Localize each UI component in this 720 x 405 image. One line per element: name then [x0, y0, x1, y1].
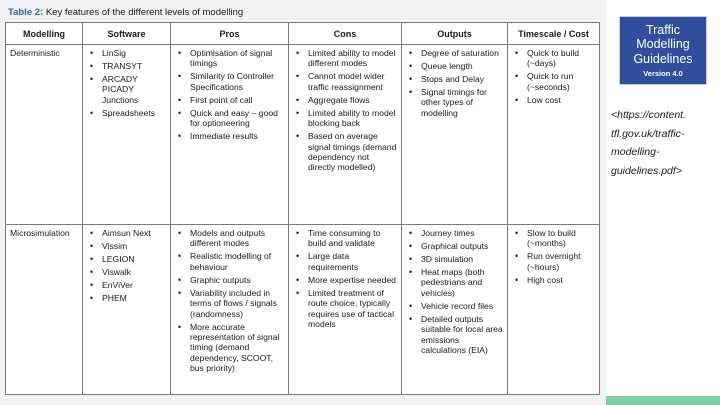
- list-item: • More accurate representation of signal timing (demand dependency, SCOOT, bus priority): [175, 322, 284, 374]
- list-item: • Graphical outputs: [406, 241, 503, 251]
- table-caption-text: Key features of the different levels of modelling: [43, 7, 244, 18]
- list-item: • Slow to build (~months): [512, 228, 595, 249]
- list-item: • Quick and easy – good for optioneering: [175, 108, 284, 129]
- list-item: • Spreadsheets: [87, 108, 166, 118]
- list-item: • EnViVer: [87, 280, 166, 290]
- list-item: • Queue length: [406, 61, 503, 71]
- list-item: • Optimisation of signal timings: [175, 48, 284, 69]
- header-outputs: Outputs: [402, 23, 508, 45]
- list-item: • More expertise needed: [293, 275, 397, 285]
- header-pros: Pros: [171, 23, 289, 45]
- list-item: • Models and outputs different modes: [175, 228, 284, 249]
- list-item: • Quick to build (~days): [512, 48, 595, 69]
- table-caption: [8, 7, 243, 18]
- bullet-list: [87, 228, 166, 303]
- bullet-list: [512, 228, 595, 285]
- list-item: • Detailed outputs suitable for local area emissions calculations (EIA): [406, 314, 503, 356]
- list-item: • High cost: [512, 275, 595, 285]
- list-item: • Heat maps (both pedestrians and vehicles): [406, 267, 503, 298]
- list-item: • Large data requirements: [293, 251, 397, 272]
- table-caption-label: Table 2:: [8, 7, 44, 18]
- list-item: • TRANSYT: [87, 61, 166, 71]
- logo-version: Version 4.0: [643, 69, 683, 79]
- bullet-list: [293, 48, 397, 173]
- list-item: • Vehicle record files: [406, 301, 503, 311]
- accent-bar: [606, 396, 720, 405]
- bullet-list: [406, 48, 503, 118]
- list-item: • Run overnight (~hours): [512, 251, 595, 272]
- list-item: • Aimsun Next: [87, 228, 166, 238]
- cell-cons: [289, 225, 402, 395]
- traffic-modelling-guidelines-logo: [619, 16, 707, 85]
- cell-pros: [171, 225, 289, 395]
- list-item: • Realistic modelling of behaviour: [175, 251, 284, 272]
- bullet-list: [87, 48, 166, 118]
- list-item: • First point of call: [175, 95, 284, 105]
- list-item: • ARCADY PICADY Junctions: [87, 74, 166, 105]
- list-item: • Signal timings for other types of modelling: [406, 87, 503, 118]
- list-item: • 3D simulation: [406, 254, 503, 264]
- cell-software: [83, 45, 171, 225]
- cell-software: [83, 225, 171, 395]
- list-item: • Variability included in terms of flows / signals (randomness): [175, 288, 284, 319]
- list-item: • Graphic outputs: [175, 275, 284, 285]
- logo-title: Traffic Modelling Guidelines: [633, 22, 693, 66]
- bullet-list: [175, 48, 284, 142]
- list-item: • Immediate results: [175, 131, 284, 141]
- list-item: • Journey times: [406, 228, 503, 238]
- cell-timescale-cost: [508, 225, 600, 395]
- list-item: • Degree of saturation: [406, 48, 503, 58]
- cell-pros: [171, 45, 289, 225]
- table-row: [6, 45, 600, 225]
- list-item: • Limited ability to model blocking back: [293, 108, 397, 129]
- list-item: • Time consuming to build and validate: [293, 228, 397, 249]
- cell-outputs: [402, 225, 508, 395]
- list-item: • Low cost: [512, 95, 595, 105]
- row-label-microsimulation: Microsimulation: [6, 225, 83, 395]
- list-item: • Quick to run (~seconds): [512, 71, 595, 92]
- bullet-list: [293, 228, 397, 329]
- header-modelling: Modelling: [6, 23, 83, 45]
- list-item: • Viswalk: [87, 267, 166, 277]
- list-item: • PHEM: [87, 293, 166, 303]
- cell-cons: [289, 45, 402, 225]
- list-item: • Cannot model wider traffic reassignment: [293, 71, 397, 92]
- list-item: • Limited ability to model different modes: [293, 48, 397, 69]
- list-item: • Aggregate flows: [293, 95, 397, 105]
- cell-outputs: [402, 45, 508, 225]
- list-item: • Vissim: [87, 241, 166, 251]
- list-item: • LinSig: [87, 48, 166, 58]
- list-item: • Similarity to Controller Specifications: [175, 71, 284, 92]
- features-table: [5, 22, 600, 395]
- table-header-row: [6, 23, 600, 45]
- list-item: • LEGION: [87, 254, 166, 264]
- list-item: • Based on average signal timings (demand dependency not directly modelled): [293, 131, 397, 173]
- source-link[interactable]: <https://content. tfl.gov.uk/traffic- modelling- guidelines.pdf>: [611, 109, 687, 177]
- bullet-list: [512, 48, 595, 105]
- list-item: • Stops and Delay: [406, 74, 503, 84]
- header-software: Software: [83, 23, 171, 45]
- header-cons: Cons: [289, 23, 402, 45]
- table-row: [6, 225, 600, 395]
- list-item: • Limited treatment of route choice, typically requires use of tactical models: [293, 288, 397, 330]
- header-timescale-cost: Timescale / Cost: [508, 23, 600, 45]
- bullet-list: [175, 228, 284, 374]
- cell-timescale-cost: [508, 45, 600, 225]
- bullet-list: [406, 228, 503, 355]
- row-label-deterministic: Deterministic: [6, 45, 83, 225]
